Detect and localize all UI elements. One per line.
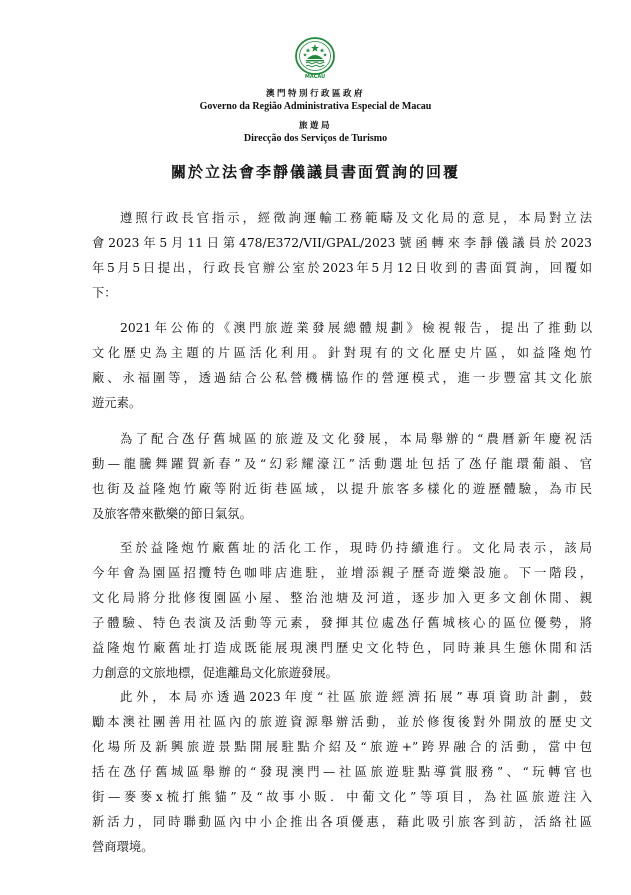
paragraph-line: 力創意的文旅地標，促進離島文化旅遊發展。: [92, 666, 338, 680]
paragraph: [92, 427, 592, 527]
paragraph: [92, 685, 592, 860]
paragraph-line: 年5月5日提出，行政長官辦公室於2023年5月12日收到的書面質詢，回覆如: [92, 261, 592, 275]
emblem-caption: MACAU: [304, 74, 326, 80]
paragraph-line: 動—龍騰舞躍賀新春”及“幻彩耀濠江”活動選址包括了氹仔龍環葡韻、官: [92, 457, 592, 471]
paragraph-line: 遵照行政長官指示，經徵詢運輸工務範疇及文化局的意見，本局對立法: [120, 211, 592, 225]
paragraph-line: 會2023年5月11日第478/E372/VII/GPAL/2023號函轉來李靜儀議員於2023: [92, 236, 592, 250]
paragraph-line: 益隆炮竹廠舊址打造成既能展現澳門歷史文化特色，同時兼具生態休閒和活: [92, 641, 592, 655]
government-name-zh: 澳門特別行政區政府: [265, 89, 365, 99]
paragraph-line: 及旅客帶來歡樂的節日氣氛。: [92, 507, 252, 521]
paragraph-line: 遊元素。: [92, 396, 142, 410]
bureau-name-pt: Direcção dos Serviços de Turismo: [243, 133, 388, 144]
paragraph-line: 新活力，同時聯動區內中小企推出各項優惠，藉此吸引旅客到訪，活絡社區: [92, 815, 592, 829]
paragraph-line: 街—麥麥x梳打熊貓”及“故事小販．中葡文化”等項目，為社區旅遊注入: [92, 790, 592, 804]
paragraph-line: 為了配合氹仔舊城區的旅遊及文化發展，本局舉辦的“農曆新年慶祝活: [120, 432, 592, 446]
paragraph-line: 子體驗、特色表演及活動等元素，發揮其位處氹仔舊城核心的區位優勢，將: [92, 616, 592, 630]
document-title: 關於立法會李靜儀議員書面質詢的回覆: [170, 163, 460, 181]
paragraph-line: 此外，本局亦透過2023年度“社區旅遊經濟拓展”專項資助計劃，鼓: [120, 690, 592, 704]
paragraph-line: 也街及益隆炮竹廠等附近街巷區域，以提升旅客多樣化的遊歷體驗，為市民: [92, 482, 592, 496]
paragraph-line: 勵本澳社團善用社區內的旅遊資源舉辦活動，並於修復後對外開放的歷史文: [92, 715, 592, 729]
paragraph-line: 營商環境。: [92, 840, 154, 854]
government-name-pt: Governo da Região Administrativa Especial de Macau: [199, 101, 432, 112]
paragraph: [92, 536, 592, 686]
paragraph-line: 廠、永福圍等，透過結合公私營機構協作的營運模式，進一步豐富其文化旅: [92, 371, 592, 385]
paragraph-line: 文化局將分批修復園區小屋、整治池塘及河道，逐步加入更多文創休閒、親: [92, 591, 592, 605]
macau-emblem-icon: [294, 36, 336, 80]
paragraph-line: 文化歷史為主題的片區活化利用。針對現有的文化歷史片區，如益隆炮竹: [92, 346, 592, 360]
paragraph-line: 2021年公佈的《澳門旅遊業發展總體規劃》檢視報告，提出了推動以: [120, 321, 592, 335]
paragraph-line: 今年會為園區招攬特色咖啡店進駐，並增添親子歷奇遊樂設施。下一階段，: [92, 566, 592, 580]
paragraph-line: 下：: [92, 286, 117, 300]
bureau-name-zh: 旅遊局: [298, 121, 332, 131]
paragraph-line: 括在氹仔舊城區舉辦的“發現澳門—社區旅遊駐點導賞服務”、“玩轉官也: [92, 765, 592, 779]
paragraph: [92, 316, 592, 416]
paragraph-line: 化場所及新興旅遊景點開展駐點介紹及“旅遊+”跨界融合的活動，當中包: [92, 740, 592, 754]
paragraph-line: 至於益隆炮竹廠舊址的活化工作，現時仍持續進行。文化局表示，該局: [120, 541, 592, 555]
paragraph: [92, 206, 592, 306]
